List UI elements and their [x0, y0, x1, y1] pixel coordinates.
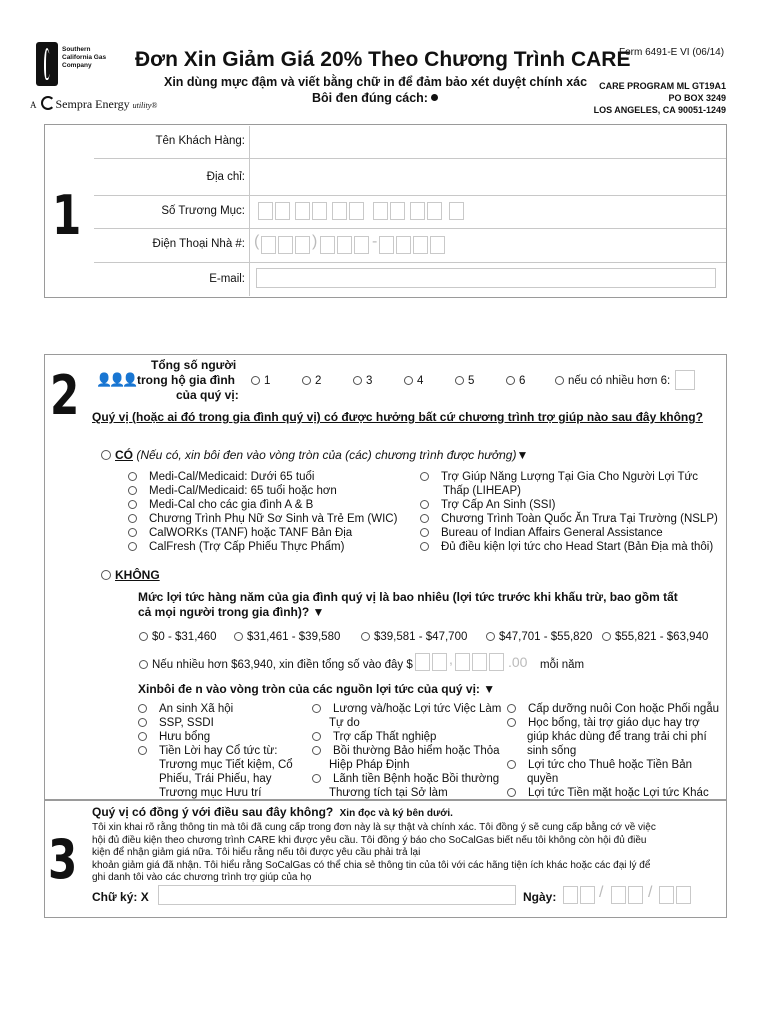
- email-field[interactable]: [256, 268, 716, 288]
- section-3-number: 3: [48, 828, 78, 891]
- income-source-option[interactable]: Cấp dưỡng nuôi Con hoặc Phối ngẫu: [507, 703, 719, 715]
- income-question-line1: Mức lợi tức hàng năm của gia đình quý vị là bao nhiêu (lợi tức trước khi khấu trừ, bao gồm tất: [138, 590, 678, 604]
- income-source-continued: Phiếu, Trái Phiếu, hay: [159, 773, 272, 785]
- program-option[interactable]: Medi-Cal cho các gia đình A & B: [128, 499, 313, 511]
- no-option[interactable]: KHÔNG: [101, 568, 160, 582]
- income-source-option[interactable]: Trợ cấp Thất nghiệp: [312, 731, 436, 743]
- income-range-option[interactable]: $39,581 - $47,700: [361, 631, 467, 643]
- income-sources-question: Xinbôi đe n vào vòng tròn của các nguồn lợi tức của quý vị: ▼: [138, 682, 496, 696]
- customer-name-field[interactable]: [252, 128, 722, 156]
- household-more-option[interactable]: nếu có nhiều hơn 6:: [555, 375, 670, 387]
- assistance-question: Quý vị (hoặc ai đó trong gia đình quý vị) có được hưởng bất cứ chương trình trợ giúp nào sau đây không?: [92, 410, 707, 425]
- fill-instructions: Bôi đen đúng cách:: [312, 91, 438, 105]
- income-source-continued: Thương tích tại Sở làm: [329, 787, 448, 799]
- per-year-label: mỗi năm: [540, 659, 585, 671]
- household-option-6[interactable]: 6: [506, 375, 525, 387]
- household-label-line1: Tổng số người: [151, 358, 237, 372]
- date-label: Ngày:: [523, 890, 557, 904]
- income-cents: .00: [508, 654, 528, 670]
- program-option-continued: Thấp (LIHEAP): [443, 485, 521, 497]
- address-field[interactable]: [252, 162, 722, 192]
- income-source-option[interactable]: Học bổng, tài trợ giáo dục hay trợ: [507, 717, 700, 729]
- account-number-label: Số Trương Mục:: [161, 205, 245, 217]
- mailing-address: CARE PROGRAM ML GT19A1 PO BOX 3249 LOS ANGELES, CA 90051-1249: [593, 81, 726, 115]
- company-name: Southern California Gas Company: [62, 46, 107, 69]
- sempra-swirl-icon: [41, 96, 55, 110]
- sempra-logo: A Sempra Energy utility®: [30, 97, 158, 111]
- section-2-number: 2: [50, 364, 80, 427]
- form-id: Form 6491-E VI (06/14): [619, 47, 725, 58]
- program-option[interactable]: Trợ Cấp An Sinh (SSI): [420, 499, 556, 511]
- program-option[interactable]: Trợ Giúp Năng Lượng Tại Gia Cho Người Lợi Tức: [420, 471, 698, 483]
- income-source-continued: quyền: [527, 773, 559, 785]
- income-range-option[interactable]: $31,461 - $39,580: [234, 631, 340, 643]
- income-range-option[interactable]: $0 - $31,460: [139, 631, 217, 643]
- signature-field[interactable]: [158, 885, 516, 905]
- household-more-field[interactable]: [675, 370, 695, 390]
- yes-option[interactable]: CÓ (Nếu có, xin bôi đen vào vòng tròn của (các) chương trình được hưởng)▼: [101, 448, 528, 462]
- income-source-option[interactable]: SSP, SSDI: [138, 717, 214, 729]
- filled-dot-icon: [431, 94, 438, 101]
- household-people-icon: 👤👤👤: [96, 372, 136, 387]
- home-phone-label: Điện Thoại Nhà #:: [152, 238, 245, 250]
- program-option[interactable]: Bureau of Indian Affairs General Assistance: [420, 527, 663, 539]
- program-option[interactable]: Đủ điều kiện lợi tức cho Head Start (Bản Địa mà thôi): [420, 541, 713, 553]
- income-source-continued: Trương mục Tiết kiệm, Cổ: [159, 759, 293, 771]
- section-1-number: 1: [52, 184, 82, 247]
- program-option[interactable]: CalWORKs (TANF) hoặc TANF Bản Địa: [128, 527, 352, 539]
- program-option[interactable]: Chương Trình Toàn Quốc Ăn Trưa Tại Trường (NSLP): [420, 513, 718, 525]
- income-source-option[interactable]: Hưu bổng: [138, 731, 210, 743]
- email-label: E-mail:: [209, 273, 245, 285]
- household-option-2[interactable]: 2: [302, 375, 321, 387]
- household-label-line2: trong hộ gia đình: [137, 373, 235, 387]
- income-question-line2: cả mọi người trong gia đình)? ▼: [138, 605, 325, 619]
- income-range-option[interactable]: $55,821 - $63,940: [602, 631, 708, 643]
- income-source-option[interactable]: Tiền Lời hay Cổ tức từ:: [138, 745, 277, 757]
- income-source-continued: sinh sống: [527, 745, 577, 757]
- program-option[interactable]: CalFresh (Trợ Cấp Phiếu Thực Phẩm): [128, 541, 344, 553]
- household-label-line3: của quý vị:: [176, 388, 239, 402]
- household-option-4[interactable]: 4: [404, 375, 423, 387]
- household-option-3[interactable]: 3: [353, 375, 372, 387]
- program-option[interactable]: Medi-Cal/Medicaid: 65 tuổi hoặc hơn: [128, 485, 337, 497]
- consent-body: Tôi xin khai rõ rằng thông tin mà tôi đã cung cấp trong đơn này là sự thật và chính xác. Tôi đồng ý sẽ cung cấp bằng cớ về việc hội đủ điều kiện theo chương trình CARE khi được yêu cầu. Tôi đồng ý báo cho SoCalGas biết nếu tôi không còn hội đủ điều kiện để nhận giảm giá nữa. Tôi hiểu rằng nếu tôi được yêu cầu phải trả lại khoản giảm giá đã nhận. Tôi hiểu rằng SoCalGas có thể chia sẻ thông tin của tôi với các hãng tiện ích khác hoặc các đại lý để ghi danh tôi vào các chương trình trợ giúp của họ: [92, 822, 656, 883]
- income-source-option[interactable]: Bồi thường Bảo hiểm hoặc Thỏa: [312, 745, 500, 757]
- instructions: Xin dùng mực đậm và viết bằng chữ in để đảm bảo xét duyệt chính xác: [164, 75, 588, 89]
- program-option[interactable]: Medi-Cal/Medicaid: Dưới 65 tuổi: [128, 471, 314, 483]
- consent-question: Quý vị có đồng ý với điều sau đây không? Xin đọc và ký bên dưới.: [92, 805, 453, 819]
- income-source-continued: Tự do: [329, 717, 360, 729]
- income-more-option[interactable]: Nếu nhiều hơn $63,940, xin điền tổng số vào đây $: [139, 659, 413, 671]
- household-option-5[interactable]: 5: [455, 375, 474, 387]
- income-source-option[interactable]: Lãnh tiền Bệnh hoặc Bồi thường: [312, 773, 499, 785]
- income-source-continued: Trương mục Hưu trí: [159, 787, 262, 799]
- income-source-option[interactable]: Lợi tức Tiền mặt hoặc Lợi tức Khác: [507, 787, 709, 799]
- income-source-option[interactable]: Lợi tức cho Thuê hoặc Tiền Bản: [507, 759, 692, 771]
- signature-label: Chữ ký: X: [92, 890, 149, 904]
- form-title: Đơn Xin Giảm Giá 20% Theo Chương Trình CARE: [135, 48, 631, 71]
- income-source-option[interactable]: An sinh Xã hội: [138, 703, 233, 715]
- customer-name-label: Tên Khách Hàng:: [155, 135, 245, 147]
- income-source-continued: Hiệp Pháp Định: [329, 759, 410, 771]
- program-option[interactable]: Chương Trình Phụ Nữ Sơ Sinh và Trẻ Em (WIC): [128, 513, 397, 525]
- address-label: Địa chỉ:: [206, 171, 245, 183]
- income-range-option[interactable]: $47,701 - $55,820: [486, 631, 592, 643]
- household-option-1[interactable]: 1: [251, 375, 270, 387]
- income-source-option[interactable]: Lương và/hoặc Lợi tức Việc Làm: [312, 703, 501, 715]
- income-source-continued: giúp khác dùng để trang trải chi phí: [527, 731, 707, 743]
